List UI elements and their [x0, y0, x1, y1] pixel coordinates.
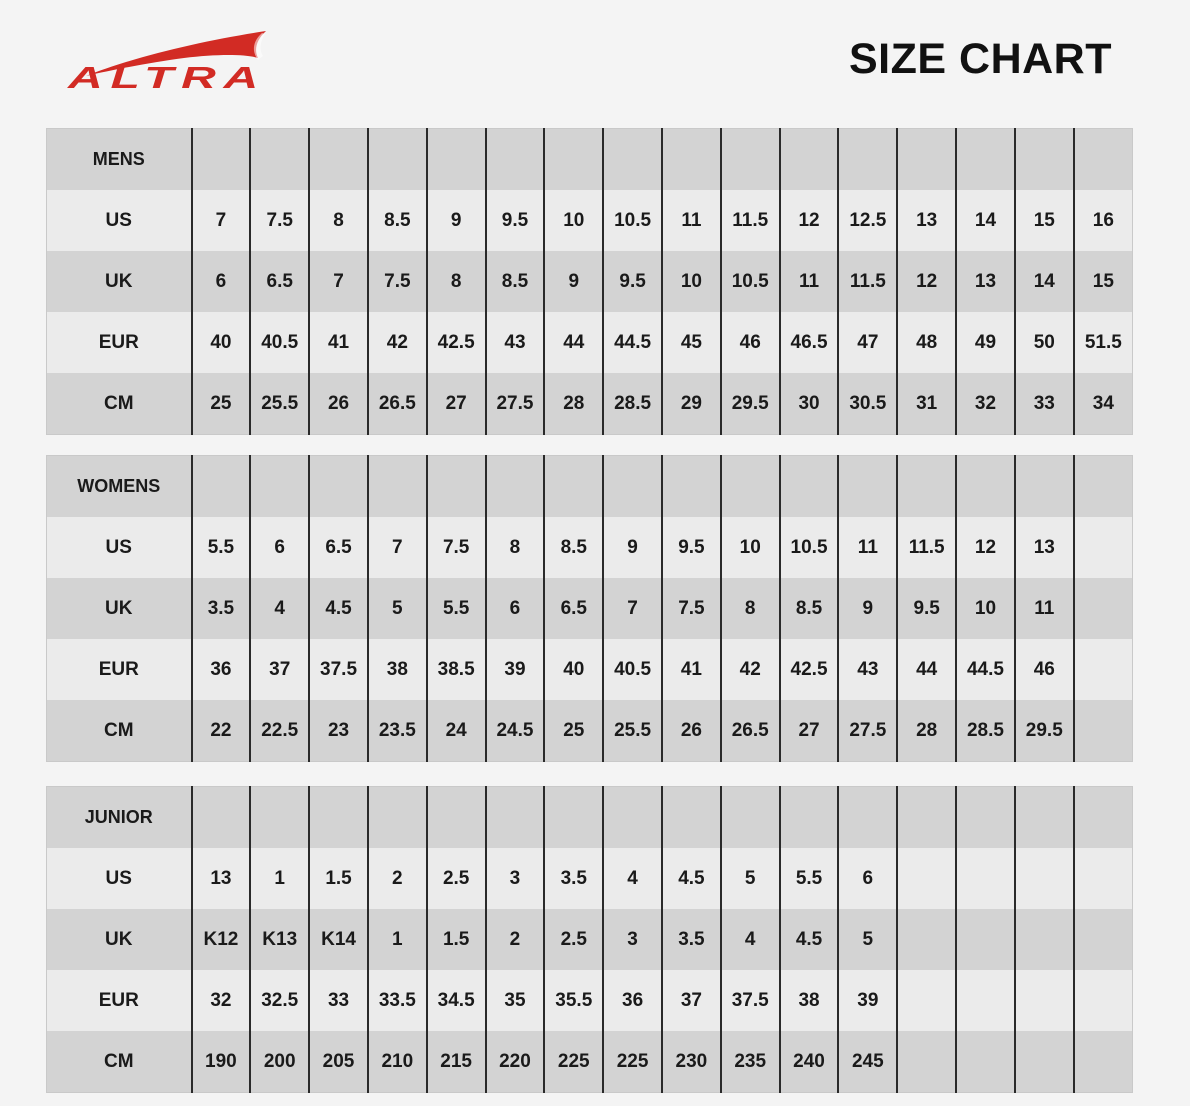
size-cell: [897, 1031, 956, 1093]
size-cell: [1015, 1031, 1074, 1093]
size-cell: 25: [192, 373, 251, 435]
size-cell: 29.5: [1015, 700, 1074, 762]
size-cell: 2: [486, 909, 545, 970]
size-cell: 31: [897, 373, 956, 435]
row-label: CM: [47, 373, 192, 435]
size-cell: [1074, 970, 1133, 1031]
size-cell: 225: [544, 1031, 603, 1093]
size-cell: 22.5: [250, 700, 309, 762]
size-cell: 42: [368, 312, 427, 373]
size-cell: 34: [1074, 373, 1133, 435]
size-cell: 4.5: [662, 848, 721, 909]
size-cell: 39: [486, 639, 545, 700]
header-empty-cell: [838, 129, 897, 191]
size-cell: 2.5: [427, 848, 486, 909]
table-header-row: [47, 456, 1133, 518]
header-empty-cell: [544, 129, 603, 191]
size-cell: 30: [780, 373, 839, 435]
size-cell: 13: [1015, 517, 1074, 578]
size-cell: 190: [192, 1031, 251, 1093]
header-empty-cell: [662, 456, 721, 518]
table-row: [47, 970, 1133, 1031]
header-empty-cell: [486, 456, 545, 518]
size-cell: 4: [721, 909, 780, 970]
table-row: [47, 578, 1133, 639]
size-cell: 5: [721, 848, 780, 909]
size-cell: 6: [838, 848, 897, 909]
size-cell: 6: [486, 578, 545, 639]
table-row: [47, 312, 1133, 373]
size-cell: 10: [544, 190, 603, 251]
size-cell: 8: [721, 578, 780, 639]
size-cell: 30.5: [838, 373, 897, 435]
size-cell: 45: [662, 312, 721, 373]
svg-text:ALTRA: ALTRA: [66, 60, 266, 92]
size-cell: 4.5: [309, 578, 368, 639]
size-cell: [1074, 517, 1133, 578]
header-empty-cell: [721, 456, 780, 518]
table-row: [47, 848, 1133, 909]
header-empty-cell: [368, 787, 427, 849]
header-empty-cell: [1074, 129, 1133, 191]
size-cell: 235: [721, 1031, 780, 1093]
size-cell: [897, 909, 956, 970]
size-cell: 7.5: [368, 251, 427, 312]
size-cell: 15: [1015, 190, 1074, 251]
page-title: SIZE CHART: [849, 35, 1112, 83]
size-cell: K13: [250, 909, 309, 970]
size-cell: 32: [192, 970, 251, 1031]
size-cell: 9.5: [897, 578, 956, 639]
size-cell: 24.5: [486, 700, 545, 762]
size-cell: 29: [662, 373, 721, 435]
size-cell: 39: [838, 970, 897, 1031]
size-cell: 1.5: [309, 848, 368, 909]
size-cell: 200: [250, 1031, 309, 1093]
size-cell: 33.5: [368, 970, 427, 1031]
size-cell: 245: [838, 1031, 897, 1093]
size-cell: 37: [250, 639, 309, 700]
size-cell: 8.5: [780, 578, 839, 639]
size-cell: 12: [780, 190, 839, 251]
size-cell: 12.5: [838, 190, 897, 251]
header-empty-cell: [956, 787, 1015, 849]
size-cell: 43: [838, 639, 897, 700]
size-cell: 40.5: [603, 639, 662, 700]
table-row: [47, 373, 1133, 435]
size-cell: 215: [427, 1031, 486, 1093]
section-title: MENS: [47, 129, 192, 191]
size-cell: 2: [368, 848, 427, 909]
size-cell: 49: [956, 312, 1015, 373]
size-cell: 8: [427, 251, 486, 312]
size-cell: 9.5: [662, 517, 721, 578]
header-empty-cell: [192, 787, 251, 849]
size-cell: 10: [956, 578, 1015, 639]
size-cell: 4.5: [780, 909, 839, 970]
row-label: US: [47, 517, 192, 578]
header-empty-cell: [427, 787, 486, 849]
size-cell: 26: [662, 700, 721, 762]
size-cell: 6: [250, 517, 309, 578]
size-cell: 9.5: [486, 190, 545, 251]
size-cell: 27: [427, 373, 486, 435]
header-empty-cell: [309, 129, 368, 191]
size-cell: 25.5: [250, 373, 309, 435]
size-cell: 23.5: [368, 700, 427, 762]
size-cell: [897, 970, 956, 1031]
size-cell: 28.5: [603, 373, 662, 435]
size-cell: 27.5: [838, 700, 897, 762]
row-label: UK: [47, 909, 192, 970]
size-cell: 230: [662, 1031, 721, 1093]
size-cell: 220: [486, 1031, 545, 1093]
header-empty-cell: [838, 456, 897, 518]
header-empty-cell: [368, 129, 427, 191]
size-cell: 14: [1015, 251, 1074, 312]
header-empty-cell: [427, 456, 486, 518]
size-cell: 8.5: [368, 190, 427, 251]
size-cell: 7.5: [662, 578, 721, 639]
size-cell: 5.5: [427, 578, 486, 639]
header-empty-cell: [956, 129, 1015, 191]
size-cell: 44: [544, 312, 603, 373]
size-cell: 5: [368, 578, 427, 639]
size-cell: 44.5: [956, 639, 1015, 700]
size-cell: 37.5: [309, 639, 368, 700]
size-cell: 8.5: [544, 517, 603, 578]
header-empty-cell: [309, 456, 368, 518]
size-cell: 10: [721, 517, 780, 578]
womens-size-table: [46, 455, 1133, 762]
size-cell: 6: [192, 251, 251, 312]
size-cell: 26.5: [368, 373, 427, 435]
size-cell: 6.5: [250, 251, 309, 312]
size-cell: [956, 909, 1015, 970]
size-cell: [1074, 1031, 1133, 1093]
section-title: JUNIOR: [47, 787, 192, 849]
row-label: EUR: [47, 639, 192, 700]
altra-logo: [66, 28, 272, 92]
size-cell: 7: [603, 578, 662, 639]
size-cell: 11: [838, 517, 897, 578]
header-empty-cell: [662, 129, 721, 191]
size-cell: 36: [603, 970, 662, 1031]
header-empty-cell: [192, 456, 251, 518]
header-empty-cell: [662, 787, 721, 849]
size-cell: 25.5: [603, 700, 662, 762]
row-label: UK: [47, 251, 192, 312]
size-cell: 11.5: [897, 517, 956, 578]
size-cell: 7.5: [250, 190, 309, 251]
size-cell: 11.5: [721, 190, 780, 251]
table-row: [47, 251, 1133, 312]
size-cell: [956, 848, 1015, 909]
size-cell: 205: [309, 1031, 368, 1093]
table-row: [47, 517, 1133, 578]
size-cell: 37: [662, 970, 721, 1031]
size-cell: [1015, 848, 1074, 909]
size-cell: 40: [192, 312, 251, 373]
size-cell: 240: [780, 1031, 839, 1093]
size-cell: 9: [544, 251, 603, 312]
size-cell: 3: [603, 909, 662, 970]
table-row: [47, 700, 1133, 762]
size-cell: 1: [250, 848, 309, 909]
size-cell: 11.5: [838, 251, 897, 312]
header-empty-cell: [780, 787, 839, 849]
size-cell: 29.5: [721, 373, 780, 435]
size-cell: 5.5: [192, 517, 251, 578]
table-row: [47, 190, 1133, 251]
header-empty-cell: [250, 129, 309, 191]
size-cell: 3.5: [544, 848, 603, 909]
header-empty-cell: [897, 787, 956, 849]
size-cell: 28: [897, 700, 956, 762]
size-cell: 12: [897, 251, 956, 312]
size-cell: 33: [309, 970, 368, 1031]
size-cell: 42.5: [780, 639, 839, 700]
size-cell: 9.5: [603, 251, 662, 312]
size-cell: 8.5: [486, 251, 545, 312]
row-label: EUR: [47, 970, 192, 1031]
size-cell: 7: [309, 251, 368, 312]
size-cell: 15: [1074, 251, 1133, 312]
row-label: US: [47, 848, 192, 909]
size-cell: 23: [309, 700, 368, 762]
size-cell: 10.5: [603, 190, 662, 251]
size-cell: [956, 1031, 1015, 1093]
mens-size-table: [46, 128, 1133, 435]
size-cell: 8: [309, 190, 368, 251]
size-cell: 32.5: [250, 970, 309, 1031]
header-empty-cell: [956, 456, 1015, 518]
size-cell: 46: [721, 312, 780, 373]
size-cell: 38: [368, 639, 427, 700]
size-cell: 51.5: [1074, 312, 1133, 373]
section-title: WOMENS: [47, 456, 192, 518]
size-cell: 10: [662, 251, 721, 312]
size-cell: 1.5: [427, 909, 486, 970]
table-header-row: [47, 787, 1133, 849]
size-cell: 10.5: [780, 517, 839, 578]
size-cell: 27.5: [486, 373, 545, 435]
size-cell: 7.5: [427, 517, 486, 578]
size-cell: 4: [603, 848, 662, 909]
size-cell: 37.5: [721, 970, 780, 1031]
header-empty-cell: [250, 456, 309, 518]
size-cell: 27: [780, 700, 839, 762]
size-cell: 41: [309, 312, 368, 373]
header-empty-cell: [603, 129, 662, 191]
header-empty-cell: [544, 787, 603, 849]
size-cell: 40.5: [250, 312, 309, 373]
size-cell: 5: [838, 909, 897, 970]
size-cell: 9: [427, 190, 486, 251]
size-cell: 9: [838, 578, 897, 639]
row-label: US: [47, 190, 192, 251]
header-empty-cell: [544, 456, 603, 518]
size-cell: 3.5: [192, 578, 251, 639]
size-cell: 35.5: [544, 970, 603, 1031]
size-cell: 12: [956, 517, 1015, 578]
size-cell: 14: [956, 190, 1015, 251]
size-cell: 33: [1015, 373, 1074, 435]
header-empty-cell: [780, 129, 839, 191]
table-row: [47, 639, 1133, 700]
size-cell: 48: [897, 312, 956, 373]
size-cell: 11: [662, 190, 721, 251]
size-cell: 3: [486, 848, 545, 909]
size-cell: 10.5: [721, 251, 780, 312]
size-cell: 42.5: [427, 312, 486, 373]
header-empty-cell: [486, 787, 545, 849]
size-cell: 7: [368, 517, 427, 578]
size-cell: [1074, 700, 1133, 762]
header-empty-cell: [838, 787, 897, 849]
size-cell: [1015, 970, 1074, 1031]
size-cell: 5.5: [780, 848, 839, 909]
size-cell: 26.5: [721, 700, 780, 762]
size-cell: [1074, 848, 1133, 909]
size-cell: 22: [192, 700, 251, 762]
size-cell: [1074, 639, 1133, 700]
size-cell: 13: [956, 251, 1015, 312]
size-cell: 9: [603, 517, 662, 578]
header-empty-cell: [1015, 129, 1074, 191]
size-cell: [1015, 909, 1074, 970]
size-cell: 38.5: [427, 639, 486, 700]
size-cell: 4: [250, 578, 309, 639]
size-cell: K12: [192, 909, 251, 970]
size-cell: 7: [192, 190, 251, 251]
size-cell: 225: [603, 1031, 662, 1093]
table-row: [47, 1031, 1133, 1093]
header-empty-cell: [368, 456, 427, 518]
size-cell: 42: [721, 639, 780, 700]
header-empty-cell: [603, 787, 662, 849]
header-empty-cell: [721, 129, 780, 191]
size-cell: 28.5: [956, 700, 1015, 762]
size-cell: 35: [486, 970, 545, 1031]
table-header-row: [47, 129, 1133, 191]
header-empty-cell: [192, 129, 251, 191]
header-empty-cell: [1074, 456, 1133, 518]
header-empty-cell: [1015, 456, 1074, 518]
junior-size-table: [46, 786, 1133, 1093]
size-cell: [897, 848, 956, 909]
size-cell: 6.5: [544, 578, 603, 639]
size-cell: K14: [309, 909, 368, 970]
size-cell: 43: [486, 312, 545, 373]
size-cell: 44: [897, 639, 956, 700]
row-label: UK: [47, 578, 192, 639]
table-row: [47, 909, 1133, 970]
header-empty-cell: [1015, 787, 1074, 849]
header-empty-cell: [780, 456, 839, 518]
size-cell: 28: [544, 373, 603, 435]
header-empty-cell: [897, 129, 956, 191]
size-cell: 11: [780, 251, 839, 312]
size-cell: 24: [427, 700, 486, 762]
size-cell: 16: [1074, 190, 1133, 251]
row-label: EUR: [47, 312, 192, 373]
size-cell: 36: [192, 639, 251, 700]
size-cell: 34.5: [427, 970, 486, 1031]
size-cell: [956, 970, 1015, 1031]
header-empty-cell: [603, 456, 662, 518]
size-cell: 38: [780, 970, 839, 1031]
size-cell: 13: [897, 190, 956, 251]
header-empty-cell: [721, 787, 780, 849]
header-empty-cell: [1074, 787, 1133, 849]
size-cell: [1074, 909, 1133, 970]
size-cell: 40: [544, 639, 603, 700]
header-empty-cell: [309, 787, 368, 849]
size-cell: 26: [309, 373, 368, 435]
size-cell: 13: [192, 848, 251, 909]
header-empty-cell: [897, 456, 956, 518]
row-label: CM: [47, 1031, 192, 1093]
size-cell: 47: [838, 312, 897, 373]
size-cell: 50: [1015, 312, 1074, 373]
size-cell: 210: [368, 1031, 427, 1093]
size-cell: 6.5: [309, 517, 368, 578]
header-empty-cell: [250, 787, 309, 849]
size-cell: [1074, 578, 1133, 639]
size-cell: 25: [544, 700, 603, 762]
size-cell: 41: [662, 639, 721, 700]
size-cell: 46.5: [780, 312, 839, 373]
size-cell: 32: [956, 373, 1015, 435]
header-empty-cell: [427, 129, 486, 191]
size-cell: 8: [486, 517, 545, 578]
row-label: CM: [47, 700, 192, 762]
size-cell: 3.5: [662, 909, 721, 970]
size-cell: 44.5: [603, 312, 662, 373]
size-cell: 2.5: [544, 909, 603, 970]
size-cell: 1: [368, 909, 427, 970]
size-cell: 11: [1015, 578, 1074, 639]
header-empty-cell: [486, 129, 545, 191]
size-cell: 46: [1015, 639, 1074, 700]
